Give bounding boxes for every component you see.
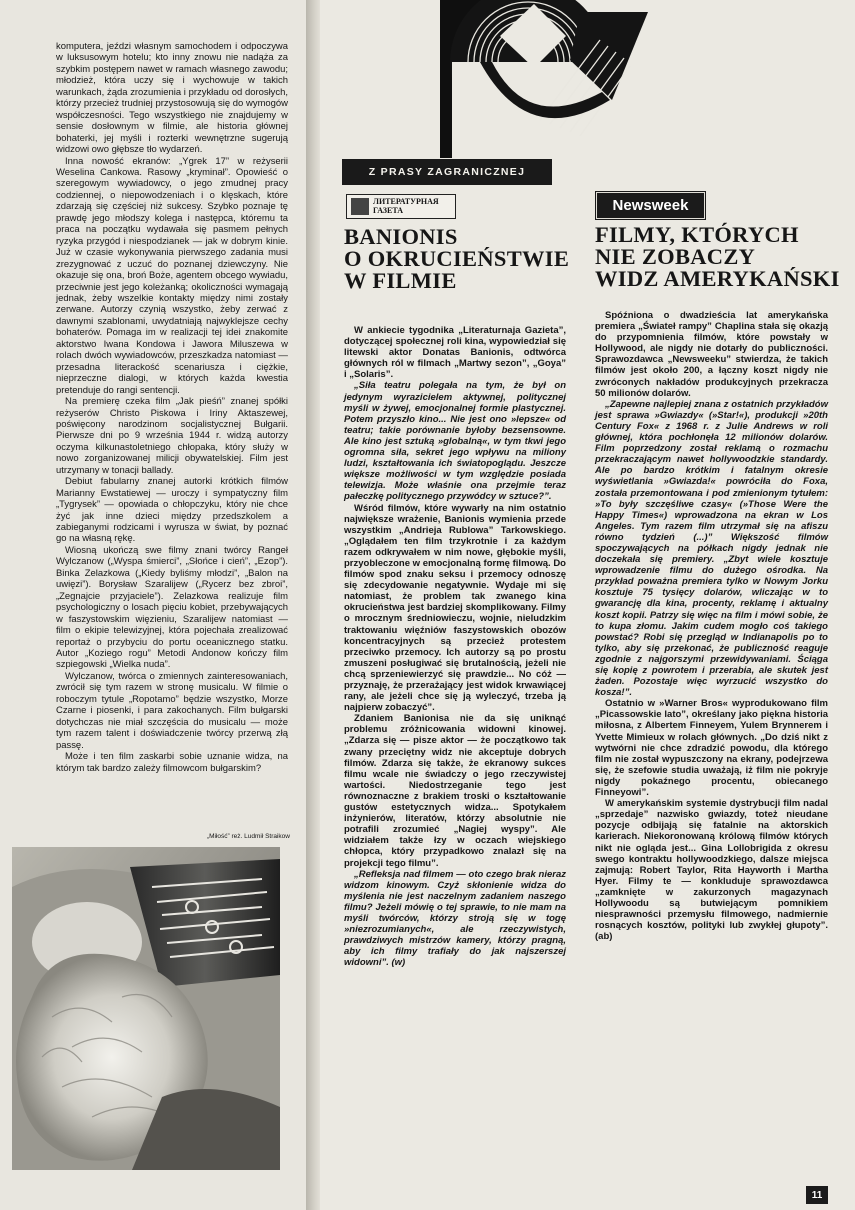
film-reel-logo-graphic [340, 0, 660, 158]
newsweek-masthead: Newsweek [596, 192, 705, 219]
headline-line: WIDZ AMERYKAŃSKI [595, 266, 840, 291]
left-paragraph: Wiosną ukończą swe filmy znani twórcy Rangeł Wylczanow („Wyspa śmierci”, „Słońce i cień”, „Ezop”). Binka Zelazkowa („Kiedy byliśmy młodzi”, „Balon na uwięzi”). Borysław Szaralijew („Rycerz bez zbroi”, „Zegnajcie przyjaciele”). Zelazkowa realizuje film psychologiczny o losach pięciu kobiet, przebywających w faszystowskim więzieniu, Szaralijew natomiast — film o ekipie telewizyjnej, która pojechała zrealizować reportaż o przybyciu do portu oceanicznego statku. Autor „Koziego rogu” Metodi Andonow kończy film szpiegowski „Wielka nuda”. [56, 544, 288, 671]
masthead-portrait-icon [351, 198, 369, 215]
article1-paragraph [344, 380, 566, 502]
headline-line: W FILMIE [344, 268, 457, 293]
page-gutter [306, 0, 320, 1210]
quote-text: „Zapewne najlepiej znana z ostatnich przykładów jest sprawa »Gwiazdy« (»Star!«), produkcji »20th Century Fox« z 1968 r. z Julie Andrews w roli głównej, która pochłonęła 12 milionów dolarów. Film poprzedzony został reklamą o rozmachu przekraczającym nawet hollywoodzkie standardy. Ale po bardzo krótkim i fatalnym okresie wyświetlania »Gwiazda!« powróciła do Foxa, została przemontowana i pod zmienionym tytułem: »To były szczęśliwe czasy« (»Those Were the Happy Times«) wprowadzona na ekran w Los Angeles. Tym razem film utrzymał się na afiszu równo tydzień (...)” Większość filmów spoczywających na półkach nigdy jednak nie doczekała się premiery. „Zbyt wiele kosztuje wprowadzenie filmu do dużego ośrodka. Na przykład poważna premiera tylko w Nowym Jorku kosztuje 75 tysięcy dolarów, wliczając w to gwarancję dla kina, procenty, reklamę i aktualny koszt kopii. Patrzy się więc na film i mówi sobie, że to kupa złomu. Jakim cudem mogło coś takiego powstać? Robi się przegląd w Indianapolis po to tylko, aby się przekonać, że publiczność reaguje zgodnie z najgorszymi przewidywaniami. Ściąga się kopię z powrotem i przerabia, ale skutek jest żaden. Pozostaje więc wyrzucić wszystko do kosza!”. [595, 398, 828, 699]
article1-paragraph: Zdaniem Banionisa nie da się uniknąć problemu zróżnicowania widowni kinowej. „Zdarza się — pisze aktor — że początkowo tak zwany przeciętny widz nie akceptuje dobrych filmów. Zdarza się także, że ekranowy sukces filmu wcale nie świadczy o jego rzeczywistej wartości. Niedostrzeganie tego jest równoznaczne z brakiem troski o kształtowanie gustów estetycznych widza... Spotykałem inżynierów, literatów, którzy absolutnie nie potrafili zrozumieć „Nagiej wyspy”. Ale widziałem także łzy w oczach wiejskiego chłopca, który przypadkowo znalazł się na projekcji tego filmu”. [344, 713, 566, 869]
article2-paragraph [595, 399, 828, 699]
left-page [0, 0, 306, 1210]
article2-paragraph: Ostatnio w »Warner Bros« wyprodukowano film „Picassowskie lato”, określany jako piękna historia miłosna, z Albertem Finneyem, Yulem Brynnerem i Yvette Mimieux w rolach głównych. „Do dziś nikt z wytwórni nie chce zdradzić powodu, dla którego film nie został wypuszczony na ekrany, podejrzewa się, że szefowie studia uważają, iż film nie pokryje nigdy pokaźnego procentu, obiecanego Finneyowi”. [595, 698, 828, 799]
article2-body [595, 310, 828, 942]
right-page [320, 0, 855, 1210]
article1-headline [344, 226, 574, 292]
masthead-line: ГАЗЕТА [373, 205, 404, 215]
left-paragraph: Może i ten film zaskarbi sobie uznanie widza, na którym tak bardzo zależy filmowcom bułgarskim? [56, 751, 288, 774]
left-paragraph: Wylczanow, twórca o zmiennych zainteresowaniach, zwrócił się tym razem w stronę musicalu. W filmie o roboczym tytule „Ropotamo” będzie wszystko, Morze Czarne i piosenki, i para zakochanych. Film bułgarski dotychczas nie miał szczęścia do musicalu — może tym razem talent i doświadczenie twórcy przerwą złą passę. [56, 670, 288, 751]
photo-caption: „Miłość” reż. Ludmił Straikow [206, 833, 290, 840]
article2-paragraph: W amerykańskim systemie dystrybucji film nadal „sprzedaje” nazwisko gwiazdy, toteż nieudane pozycje odbijają się fatalnie na aktorskich karierach. Niekoronowaną królową filmów których nikt nie ogląda jest... Gina Lollobrigida z okresu swego kontraktu hollywoodzkiego, dalsze miejsca zajmują: Robert Taylor, Rita Hayworth i Martha Hyer. Filmy te — konkluduje sprawozdawca „zamknięte w zakurzonych magazynach Hollywoodu są butwiejącym pomnikiem niesprawności przemysłu filmowego, nadmiernie rosnących kosztów, polityki lub zwykłej głupoty”. (ab) [595, 798, 828, 943]
page-number: 11 [806, 1186, 828, 1204]
left-paragraph: Inna nowość ekranów: „Ygrek 17” w reżyserii Weselina Cankowa. Rasowy „kryminał”. Opowieść o szeregowym wywiadowcy, o jego zmudnej pracy codziennej, o niepowodzeniach i o klęskach, które zdarzają się częściej niż sukcesy. Szybko poznaje tę prawdę jego młodszy kolega i następca, któremu ta praca na początku wydawała się pasmem pełnych ryzyka przygód i niespodzianek — jak w dobrym kinie. Już w czasie wykonywania pierwszego zadania musi zrezygnować z uczuć do poznanej dziewczyny. Nie okazuje się ona, broń Boże, agentem obcego wywiadu, przeciwnie jest jego koleżanką; okoliczności wymagają jednak, żeby wszelkie kontakty między nimi zostały zerwane. Autorzy czynią wszystko, żeby zerwać z dawnymi szablonami, uwydatniają najwyklejsze cechy bohaterów. Pomaga im w realizacji tej idei znakomite aktorstwo Iwana Kondowa i Jawora Miluszewa w rolach dwóch wywiadowców, przeszkadza natomiast — przesadna literackość scenariusza i ciężkie, nieprzeczne dialogi, w których każda kwestia pretenduje do rangi sentencji. [56, 155, 288, 396]
headline-line: BANIONIS [344, 224, 458, 249]
left-paragraph: komputera, jeździ własnym samochodem i odpoczywa w luksusowym hotelu; kto inny znowu nie nadąża za szybkim postępem nawet w ramach własnego zawodu; młodzież, która uczy się i wychowuje w takich warunkach, żąda zrozumienia i przykładu od dorosłych, którzy przecież trudniej przystosowują się do wymogów współczesności. Tego wszystkiego nie znajdujemy w sensie dosłownym w filmie, ale historia głównej bohaterki, jej myśli i rozterki wewnętrzne sugerują widzowi owo głębsze tło wydarzeń. [56, 41, 288, 156]
literaturnaya-gazeta-masthead [346, 194, 456, 219]
left-article-text [56, 41, 288, 774]
article2-headline [595, 222, 840, 291]
article2-lead: Spóźniona o dwadzieścia lat amerykańska premiera „Świateł rampy” Chaplina stała się okazją do przypomnienia filmów, które powstały w Hollywood, ale nigdy nie dotarły do publiczności. Sprawozdawca „Newsweeku” stwierdza, że takich filmów jest około 200, a łączny koszt nigdy nie zwróconych nakładów produkcyjnych przekracza 50 milionów dolarów. [595, 310, 828, 399]
headline-line: NIE ZOBACZY [595, 244, 756, 269]
headline-line: O OKRUCIEŃSTWIE [344, 246, 570, 271]
left-paragraph: Na premierę czeka film „Jak pieśń” znanej spółki reżyserów Christo Piskowa i Iriny Aktaszewej, poświęcony narodzinom socjalistycznej Bułgarii. Pierwsze dni po 9 września 1944 r. widzą autorzy oczyma kilkunastoletniego chłopaka, który służy w nowo zorganizowanej milicji obywatelskiej. Film jest utrzymany w tonacji ballady. [56, 396, 288, 476]
article1-paragraph [344, 869, 566, 969]
quote-text: „Refleksja nad filmem — oto czego brak nieraz widzom kinowym. Czyż skłonienie widza do myślenia nie jest naczelnym zadaniem naszego filmu? Jeżeli mówię o tej sprawie, to nie mam na myśli twórców, którzy stroją się w togę »niezrozumianych«, ale rzeczywistych, prawdziwych mistrzów kamery, którzy pragną, aby ich filmy trafiały do jak najszerszej widowni”. (w) [344, 868, 566, 969]
section-banner: Z PRASY ZAGRANICZNEJ [342, 159, 552, 185]
quote-text: „Siła teatru polegała na tym, że był on jedynym wyrazicielem aktywnej, politycznej myśli w żywej, emocjonalnej formie plastycznej. Potem przyszło kino... Nie jest ono »lepsze« od teatru; takie porównanie byłoby bezsensowne. Ale kino jest sztuką »globalną«, w tym tkwi jego ogromna siła, sekret jego wpływu na miliony ludzi, kształtowania ich światopoglądu. Jeszcze większe możliwości w tym względzie posiada telewizja. Może właśnie ona przejmie teraz pałeczkę politycznego przywódcy w sztuce?”. [344, 380, 566, 503]
masthead-line: ЛИТЕРАТУРНАЯ [373, 197, 439, 206]
film-still-photo [12, 847, 280, 1170]
article1-body [344, 325, 566, 968]
left-paragraph: Debiut fabularny znanej autorki krótkich filmów Marianny Ewstatiewej — uroczy i sympatyczny film „Tygrysek” — opowiada o chłopczyku, który nie chce żyć jak inne dzieci między przedszkolem a zabieganymi rodzicami i wyrusza w świat, by poznać go na własną rękę. [56, 476, 288, 545]
article1-lead: W ankiecie tygodnika „Literaturnaja Gazieta”, dotyczącej społecznej roli kina, wypowiedział się litewski aktor Donatas Banionis, odtwórca głównych ról w filmach „Martwy sezon”, „Goya” i „Solaris”. [344, 325, 566, 381]
article1-paragraph: Wśród filmów, które wywarły na nim ostatnio największe wrażenie, Banionis wymienia przede wszystkim „Andrieja Rublowa” Tarkowskiego. „Oglądałem ten film trzykrotnie i za każdym razem odkrywałem w nim nowe, głębokie myśli, przyobleczone w emocjonalną formę filmową. Do filmów spod znaku seksu i przemocy odnoszę się zdecydowanie negatywnie. Wydaje mi się natomiast, że problem tak zwanego kina okrucieństwa jest bardziej skomplikowany. Filmy o mrocznym średniowieczu, wojnie, nieludzkim traktowaniu więźniów faszystowskich obozów koncentracyjnych są przecież protestem przeciwko przemocy. Ich autorzy są po prostu zmuszeni posługiwać się brutalnością, jeżeli nie chcą sprzeniewierzyć się prawdzie... No cóż — przyznaję, że przerażający jest widok krwawiącej rany, ale jeżeli chce się ją wyleczyć, trzeba ją najpierw zobaczyć”. [344, 502, 566, 714]
headline-line: FILMY, KTÓRYCH [595, 222, 799, 247]
